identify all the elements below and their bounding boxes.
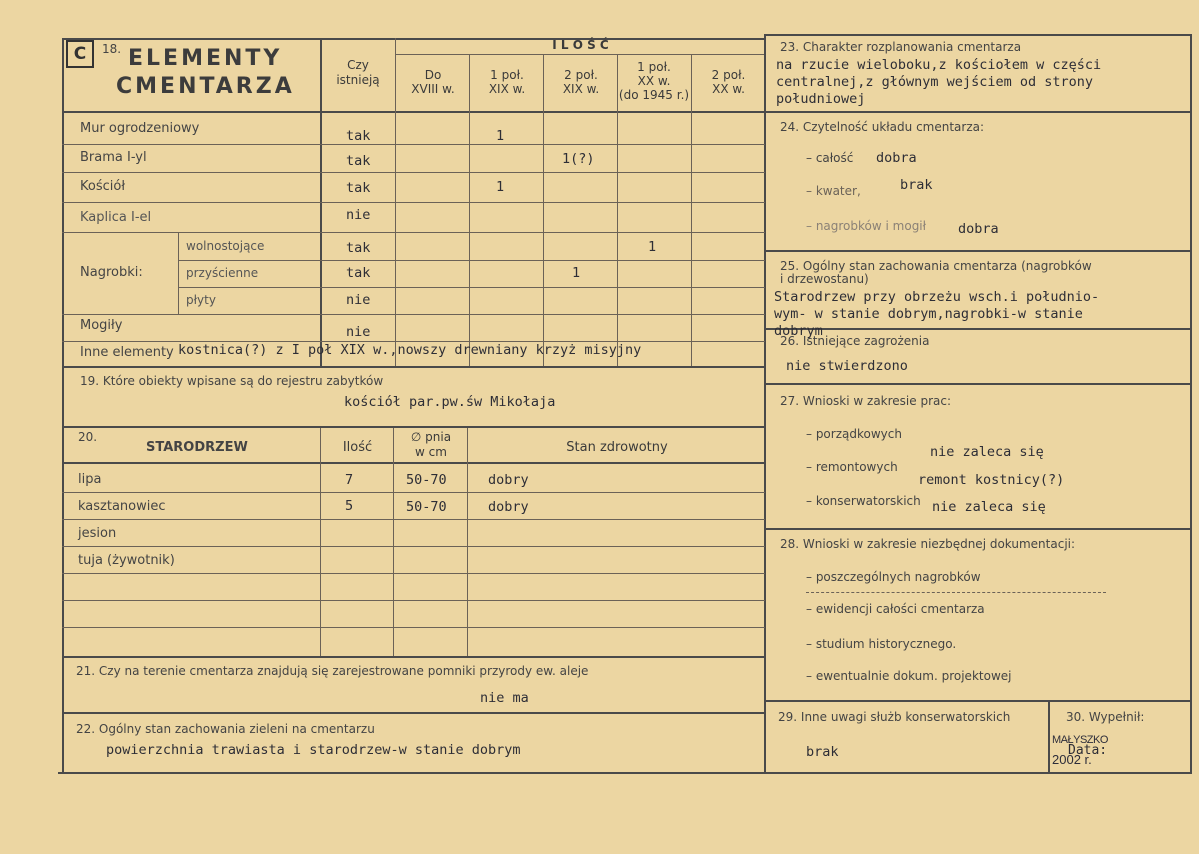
grid-line xyxy=(62,202,765,203)
s24-label: 24. Czytelność układu cmentarza: xyxy=(780,120,985,134)
frame-line xyxy=(764,700,1192,702)
tree-qty: 7 xyxy=(345,472,354,488)
row-exists-value: tak xyxy=(346,180,371,196)
s27-item-value: remont kostnicy(?) xyxy=(918,472,1065,488)
s22-label: 22. Ogólny stan zachowania zieleni na cmentarzu xyxy=(76,722,375,736)
period-header: Do XVIII w. xyxy=(411,68,455,96)
grid-line xyxy=(393,428,394,656)
grid-line xyxy=(62,172,765,173)
s24-item-label: – nagrobków i mogił xyxy=(806,219,927,233)
s28-item: – poszczególnych nagrobków xyxy=(806,570,981,584)
frame-line xyxy=(62,712,765,714)
period-header: 1 poł. XX w. (do 1945 r.) xyxy=(618,60,690,102)
tree-name: tuja (żywotnik) xyxy=(78,553,175,568)
s28-item: – ewidencji całości cmentarza xyxy=(806,602,985,616)
s28-item: – studium historycznego. xyxy=(806,637,957,651)
period-header: 1 poł. XIX w. xyxy=(488,68,526,96)
grid-line xyxy=(62,232,765,233)
grid-line xyxy=(178,287,765,288)
s20-diam-header: ∅ pnia w cm xyxy=(410,430,452,459)
s24-item-value: brak xyxy=(900,177,933,193)
s24-item-label: – kwater, xyxy=(806,184,861,198)
exists-header: Czy istnieją xyxy=(336,58,380,87)
tree-name: jesion xyxy=(78,526,117,541)
s30-date: 2002 r. xyxy=(1052,752,1092,767)
row-exists-value: tak xyxy=(346,128,371,144)
s23-value: na rzucie wieloboku,z kościołem w części centralnej,z głównym wejściem od strony południowej xyxy=(776,57,1102,107)
grid-line xyxy=(62,519,765,520)
mogily-exists-value: nie xyxy=(346,324,371,340)
s27-label: 27. Wnioski w zakresie prac: xyxy=(780,394,952,408)
s29-value: brak xyxy=(806,744,839,760)
grid-line xyxy=(691,55,692,366)
inne-value: kostnica(?) z I poł XIX w.,nowszy drewniany krzyż misyjny xyxy=(178,342,642,358)
tree-name: lipa xyxy=(78,472,102,487)
grid-line xyxy=(62,314,765,315)
nagrobki-row-label: płyty xyxy=(186,293,216,307)
grid-line xyxy=(62,492,765,493)
frame-line xyxy=(764,34,1192,36)
nagrobki-label: Nagrobki: xyxy=(80,265,143,280)
frame-line xyxy=(1048,700,1050,772)
s24-item-label: – całość xyxy=(806,151,854,165)
frame-line xyxy=(62,366,765,368)
frame-line xyxy=(764,528,1192,530)
row-label: Mur ogrodzeniowy xyxy=(80,121,200,136)
row-label: Kościół xyxy=(80,179,126,194)
row-exists-value: tak xyxy=(346,153,371,169)
frame-line xyxy=(62,426,765,428)
tree-qty: 5 xyxy=(345,498,354,514)
nagrobki-exists-value: tak xyxy=(346,240,371,256)
grid-line xyxy=(178,260,765,261)
grid-line xyxy=(469,55,470,366)
s19-label: 19. Które obiekty wpisane są do rejestru zabytków xyxy=(80,374,384,388)
nagrobki-quantity-value: 1 xyxy=(648,239,657,255)
frame-line xyxy=(764,111,1192,113)
section-number: 18. xyxy=(102,42,122,56)
s26-value: nie stwierdzono xyxy=(786,358,908,374)
s30-label: 30. Wypełnił: xyxy=(1066,710,1145,724)
mogily-label: Mogiły xyxy=(80,318,123,333)
nagrobki-exists-value: nie xyxy=(346,292,371,308)
s26-label: 26. Istniejące zagrożenia xyxy=(780,334,930,348)
inne-label: Inne elementy xyxy=(80,345,174,360)
nagrobki-row-label: wolnostojące xyxy=(186,239,265,253)
s27-item-label: – porządkowych xyxy=(806,427,902,441)
quantity-header: I L O Ś Ć xyxy=(552,38,609,52)
dashed-line xyxy=(806,592,1106,593)
frame-line xyxy=(62,656,765,658)
tree-health: dobry xyxy=(488,499,529,515)
s19-value: kościół par.pw.św Mikołaja xyxy=(344,394,556,410)
grid-line xyxy=(62,573,765,574)
grid-line xyxy=(62,627,765,628)
s20-health-header: Stan zdrowotny xyxy=(566,440,668,455)
s25-label: 25. Ogólny stan zachowania cmentarza (nagrobków i drzewostanu) xyxy=(780,259,1092,286)
grid-line xyxy=(62,144,765,145)
s22-value: powierzchnia trawiasta i starodrzew-w stanie dobrym xyxy=(106,742,521,758)
s28-label: 28. Wnioski w zakresie niezbędnej dokumentacji: xyxy=(780,537,1076,551)
frame-line xyxy=(58,772,1192,774)
row-exists-value: nie xyxy=(346,207,371,223)
row-quantity-value: 1 xyxy=(496,179,505,195)
s23-label: 23. Charakter rozplanowania cmentarza xyxy=(780,40,1022,54)
frame-line xyxy=(62,38,64,772)
s27-item-label: – remontowych xyxy=(806,460,898,474)
row-label: Brama I-yl xyxy=(80,150,147,165)
elements-title-line2: CMENTARZA xyxy=(116,74,295,99)
s21-label: 21. Czy na terenie cmentarza znajdują się zarejestrowane pomniki przyrody ew. aleje xyxy=(76,664,589,678)
s28-item: – ewentualnie dokum. projektowej xyxy=(806,669,1012,683)
row-label: Kaplica I-el xyxy=(80,210,152,225)
frame-line xyxy=(1190,34,1192,774)
tree-diam: 50-70 xyxy=(406,499,447,515)
s25-value: Starodrzew przy obrzeżu wsch.i południo- wym- w stanie dobrym,nagrobki-w stanie dobrym xyxy=(774,289,1100,339)
period-header: 2 poł. XX w. xyxy=(711,68,746,96)
grid-line xyxy=(467,428,468,656)
elements-title-line1: ELEMENTY xyxy=(128,46,283,71)
grid-line xyxy=(395,54,764,55)
grid-line xyxy=(543,55,544,366)
s27-item-value: nie zaleca się xyxy=(932,499,1046,515)
frame-line xyxy=(764,34,766,774)
s21-value: nie ma xyxy=(480,690,529,706)
frame-line xyxy=(764,383,1192,385)
s20-qty-header: Ilość xyxy=(342,440,373,455)
tree-diam: 50-70 xyxy=(406,472,447,488)
section-letter-box: C xyxy=(66,40,94,68)
row-quantity-value: 1 xyxy=(496,128,505,144)
frame-line xyxy=(62,111,765,113)
s20-number: 20. xyxy=(78,430,98,444)
s24-item-value: dobra xyxy=(876,150,917,166)
s24-item-value: dobra xyxy=(958,221,999,237)
grid-line xyxy=(320,428,321,656)
s30-date-label: Data: xyxy=(1068,743,1108,758)
grid-line xyxy=(178,232,179,314)
grid-line xyxy=(62,600,765,601)
tree-health: dobry xyxy=(488,472,529,488)
frame-line xyxy=(764,250,1192,252)
row-quantity-value: 1(?) xyxy=(562,151,595,167)
s30-name: MAŁYSZKO xyxy=(1052,734,1108,746)
grid-line xyxy=(62,462,765,464)
s27-item-label: – konserwatorskich xyxy=(806,494,921,508)
nagrobki-quantity-value: 1 xyxy=(572,265,581,281)
period-header: 2 poł. XIX w. xyxy=(562,68,600,96)
s29-label: 29. Inne uwagi służb konserwatorskich xyxy=(778,710,1011,724)
tree-name: kasztanowiec xyxy=(78,499,166,514)
grid-line xyxy=(62,546,765,547)
nagrobki-exists-value: tak xyxy=(346,265,371,281)
nagrobki-row-label: przyścienne xyxy=(186,266,259,280)
s20-title: STARODRZEW xyxy=(146,440,248,455)
s27-item-value: nie zaleca się xyxy=(930,444,1044,460)
